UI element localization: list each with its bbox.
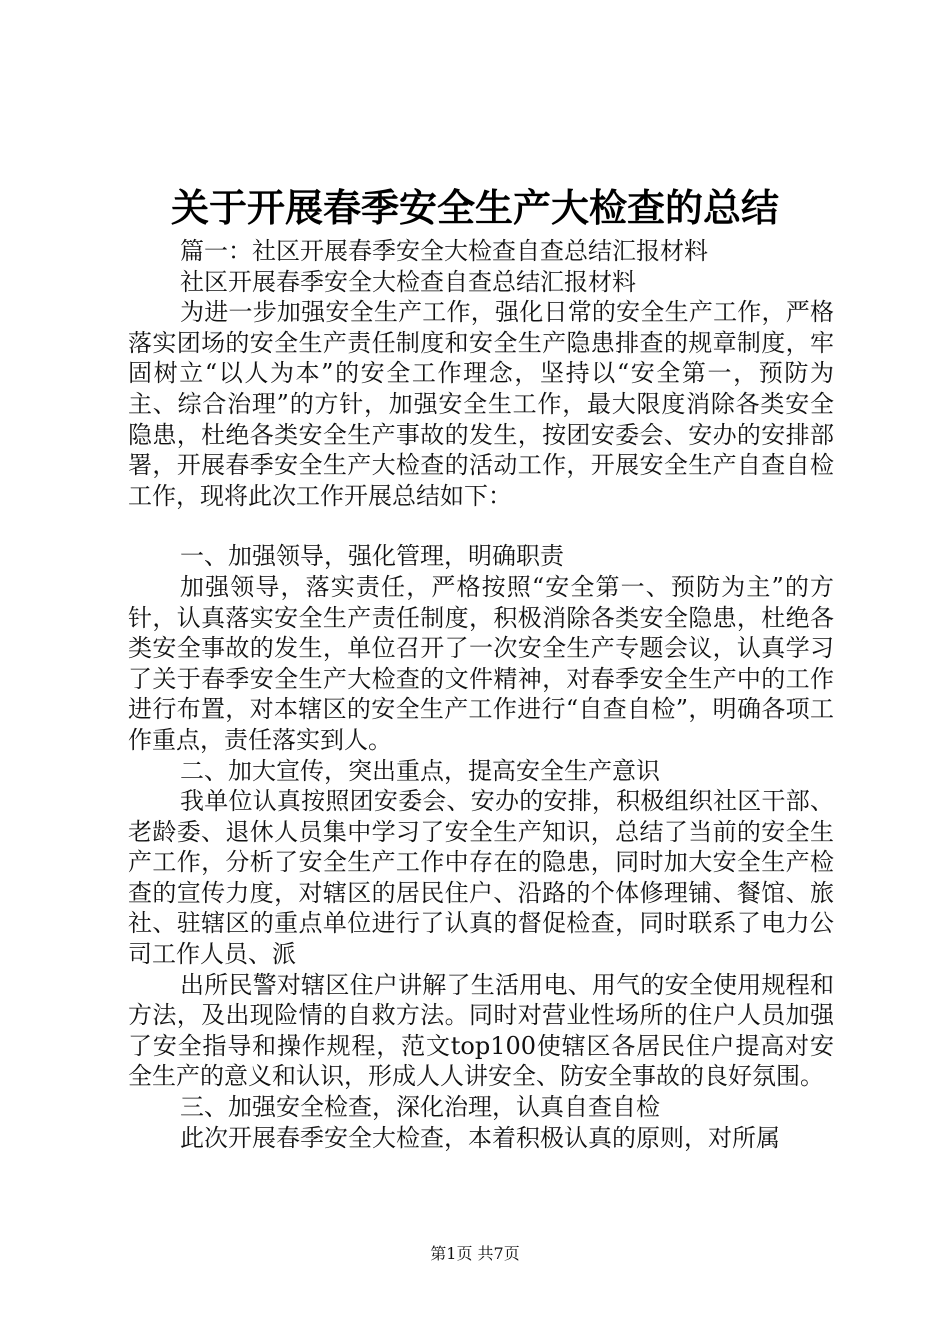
paragraph-section-three: 此次开展春季安全大检查，本着积极认真的原则，对所属 (180, 1123, 780, 1152)
document-title: 关于开展春季安全生产大检查的总结 (170, 186, 779, 230)
paragraph-section-one: 加强领导，落实责任，严格按照“安全第一、预防为主”的方针，认真落实安全生产责任制度，积极消除各类安全隐患，杜绝各类安全事故的发生，单位召开了一次安全生产专题会议，认真学习了关于春季安全生产大检查的文件精神，对春季安全生产中的工作进行布置，对本辖区的安全生产工作进行“自查自检”，明确各项工作重点，责任落实到人。 (128, 572, 834, 754)
heading-section-one: 一、加强领导，强化管理，明确职责 (180, 542, 564, 571)
paragraph-intro: 为进一步加强安全生产工作，强化日常的安全生产工作，严格落实团场的安全生产责任制度和安全生产隐患排查的规章制度，牢固树立“以人为本”的安全工作理念，坚持以“安全第一，预防为主、综合治理”的方针，加强安全生工作，最大限度消除各类安全隐患，杜绝各类安全生产事故的发生，按团安委会、安办的安排部署，开展春季安全生产大检查的活动工作，开展安全生产自查自检工作，现将此次工作开展总结如下： (128, 298, 834, 510)
heading-section-two: 二、加大宣传，突出重点，提高安全生产意识 (180, 756, 660, 785)
heading-section-three: 三、加强安全检查，深化治理，认真自查自检 (180, 1093, 660, 1122)
document-body (128, 236, 834, 1153)
blank-line (128, 511, 834, 541)
paragraph-section-two-b: 出所民警对辖区住户讲解了生活用电、用气的安全使用规程和方法，及出现险情的自救方法。同时对营业性场所的住户人员加强了安全指导和操作规程，范文top100使辖区各居民住户提高对安全生产的意义和认识，形成人人讲安全、防安全事故的良好氛围。 (128, 970, 834, 1091)
section-heading-part-one: 篇一：社区开展春季安全大检查自查总结汇报材料 (180, 237, 708, 265)
paragraph-section-two-a: 我单位认真按照团安委会、安办的安排，积极组织社区干部、老龄委、退休人员集中学习了安全生产知识，总结了当前的安全生产工作，分析了安全生产工作中存在的隐患，同时加大安全生产检查的宣传力度，对辖区的居民住户、沿路的个体修理铺、餐馆、旅社、驻辖区的重点单位进行了认真的督促检查，同时联系了电力公司工作人员、派 (128, 787, 834, 969)
page-number-footer: 第1页 共7页 (430, 1244, 520, 1263)
subtitle: 社区开展春季安全大检查自查总结汇报材料 (180, 267, 636, 296)
